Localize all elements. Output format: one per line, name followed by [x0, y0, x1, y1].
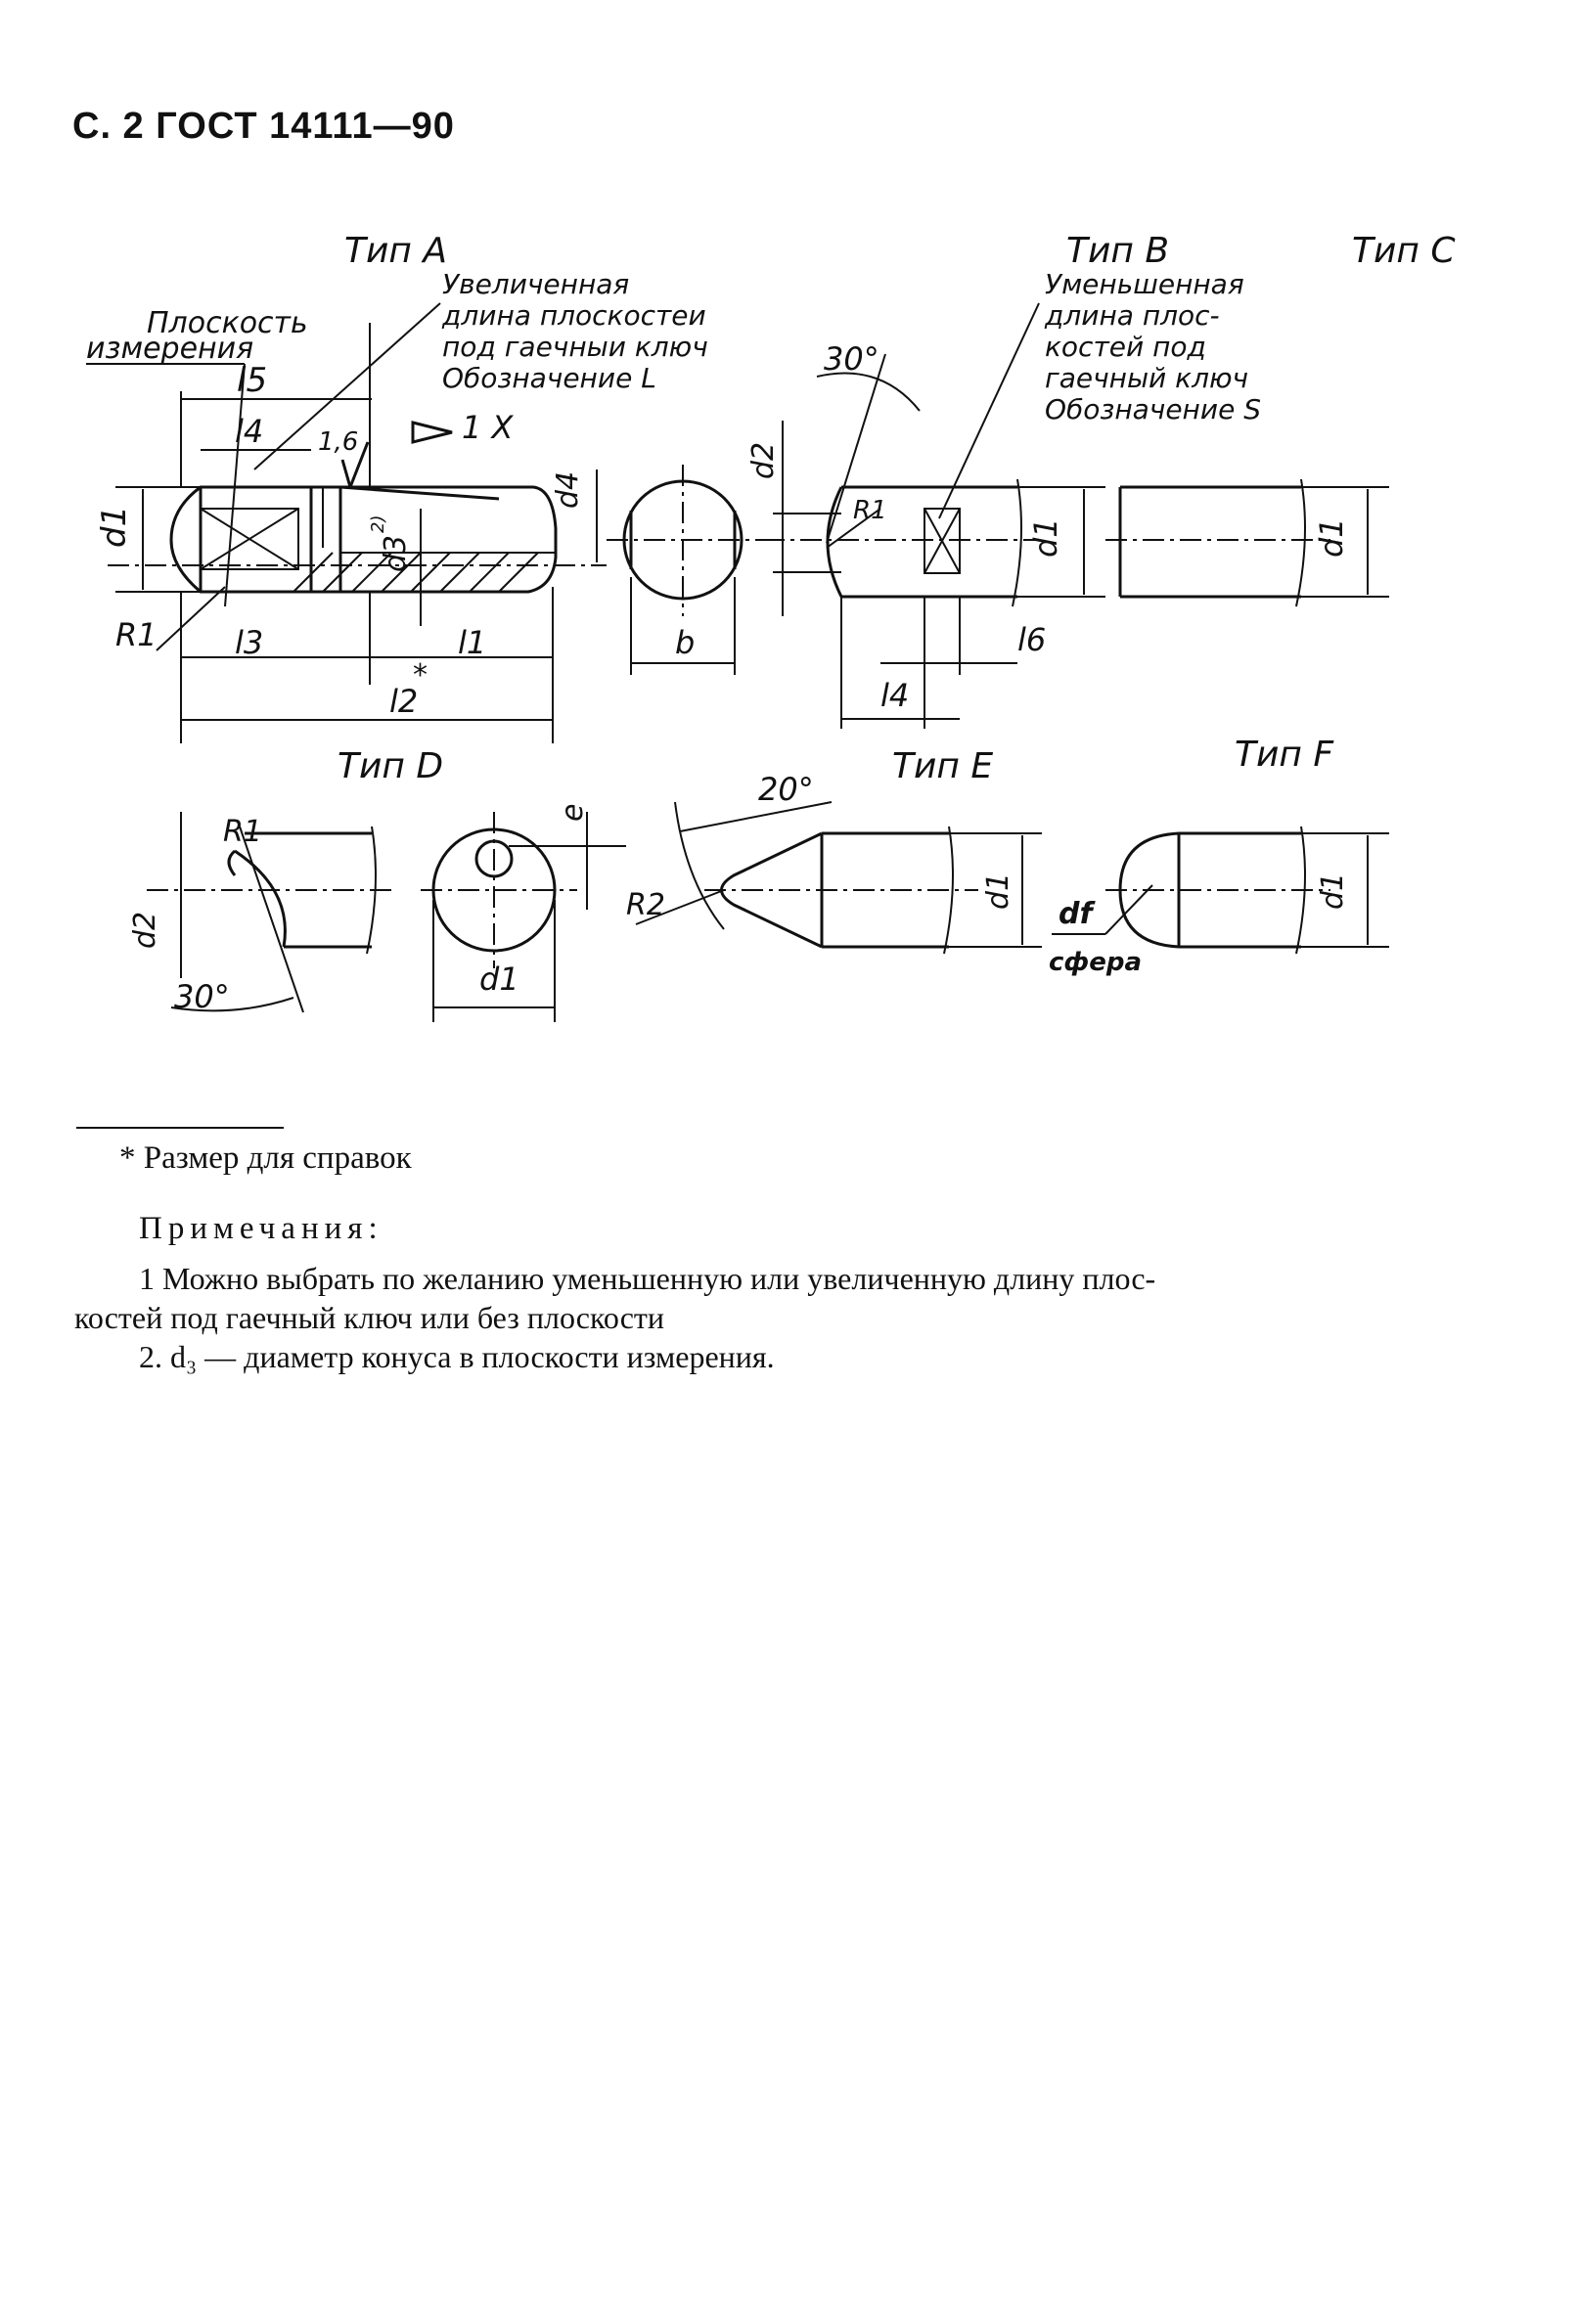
- roughness-mark: 1 X: [462, 409, 514, 446]
- note-1-line-2: костей под гаечный ключ или без плоскости: [74, 1300, 665, 1335]
- callout-increased-4: Обозначение L: [442, 362, 656, 394]
- note-1-line-1: 1 Можно выбрать по желанию уменьшенную или увеличенную длину плос-: [139, 1261, 1156, 1296]
- dim-d1-a: d1: [95, 505, 134, 548]
- dim-b: b: [675, 624, 696, 661]
- type-f-label: Тип F: [1235, 735, 1334, 775]
- type-a-label: Тип A: [344, 231, 447, 271]
- dim-d1-f: d1: [1316, 872, 1350, 910]
- callout-reduced-5: Обозначение S: [1045, 393, 1261, 425]
- dim-d2-d: d2: [128, 911, 162, 949]
- callout-increased-2: длина плоскостеи: [442, 299, 706, 332]
- type-f-view: [1049, 735, 1389, 977]
- page-title: С. 2 ГОСТ 14111—90: [72, 106, 455, 147]
- dim-l2-a: l2: [389, 683, 419, 720]
- dim-r1-d: R1: [223, 815, 262, 849]
- dim-d1-c: d1: [1313, 517, 1350, 558]
- type-c-label: Тип C: [1352, 231, 1456, 271]
- dim-df: df: [1059, 897, 1093, 931]
- dim-d1-e: d1: [981, 872, 1015, 910]
- section-hatching: [293, 553, 538, 592]
- callout-plane-1: Плоскость: [147, 306, 308, 340]
- dim-l6-b: l6: [1017, 621, 1047, 658]
- dim-l1-a: l1: [458, 624, 487, 661]
- note-2: 2. d₃ — диаметр конуса в плоскости измерения.: [139, 1339, 775, 1374]
- dim-r2-e: R2: [626, 888, 665, 922]
- dim-d2-b: d2: [746, 441, 781, 479]
- callout-increased-1: Увеличенная: [442, 268, 630, 300]
- type-e-label: Тип E: [892, 746, 994, 786]
- type-d-label: Тип D: [338, 746, 444, 786]
- technical-drawing: [0, 0, 1577, 1076]
- angle-20-e: 20°: [758, 771, 814, 808]
- angle-30-d-text: 30°: [174, 978, 230, 1015]
- type-b-view: [746, 231, 1261, 729]
- callout-reduced-2: длина плос-: [1045, 299, 1220, 332]
- callout-reduced-4: гаечный ключ: [1045, 362, 1249, 394]
- callout-increased-3: под гаечныи ключ: [442, 331, 708, 363]
- dim-d3-a: d3: [379, 534, 413, 572]
- type-e-view: [626, 746, 1042, 954]
- dim-r1-a: R1: [115, 616, 158, 653]
- type-b-label: Тип B: [1066, 231, 1170, 271]
- angle-30-b: 30°: [824, 340, 879, 378]
- type-d-view: [128, 746, 626, 1022]
- dim-e: e: [556, 803, 590, 822]
- dim-d3-sup: 2): [368, 514, 388, 533]
- dim-l2-star: *: [413, 658, 428, 693]
- notes-title: Примечания:: [139, 1211, 383, 1246]
- dim-r1-b: R1: [853, 496, 887, 525]
- dim-l5-a: l5: [237, 361, 268, 400]
- footnote-divider: [76, 1127, 284, 1129]
- callout-reduced-1: Уменьшенная: [1045, 268, 1244, 300]
- dim-1-6: 1,6: [318, 427, 359, 457]
- callout-sphere: сфера: [1049, 948, 1142, 977]
- footnote: * Размер для справок: [119, 1140, 412, 1176]
- dim-d1-b: d1: [1027, 517, 1064, 558]
- type-a-view: [86, 231, 763, 743]
- dim-l4-a: l4: [235, 413, 264, 450]
- dim-l3-a: l3: [235, 624, 264, 661]
- callout-reduced-3: костей под: [1045, 331, 1206, 363]
- dim-d4-a: d4: [551, 470, 585, 509]
- dim-d1-d: d1: [479, 961, 519, 998]
- dim-l4-b: l4: [880, 677, 910, 714]
- callout-plane-2: измерения: [86, 332, 254, 366]
